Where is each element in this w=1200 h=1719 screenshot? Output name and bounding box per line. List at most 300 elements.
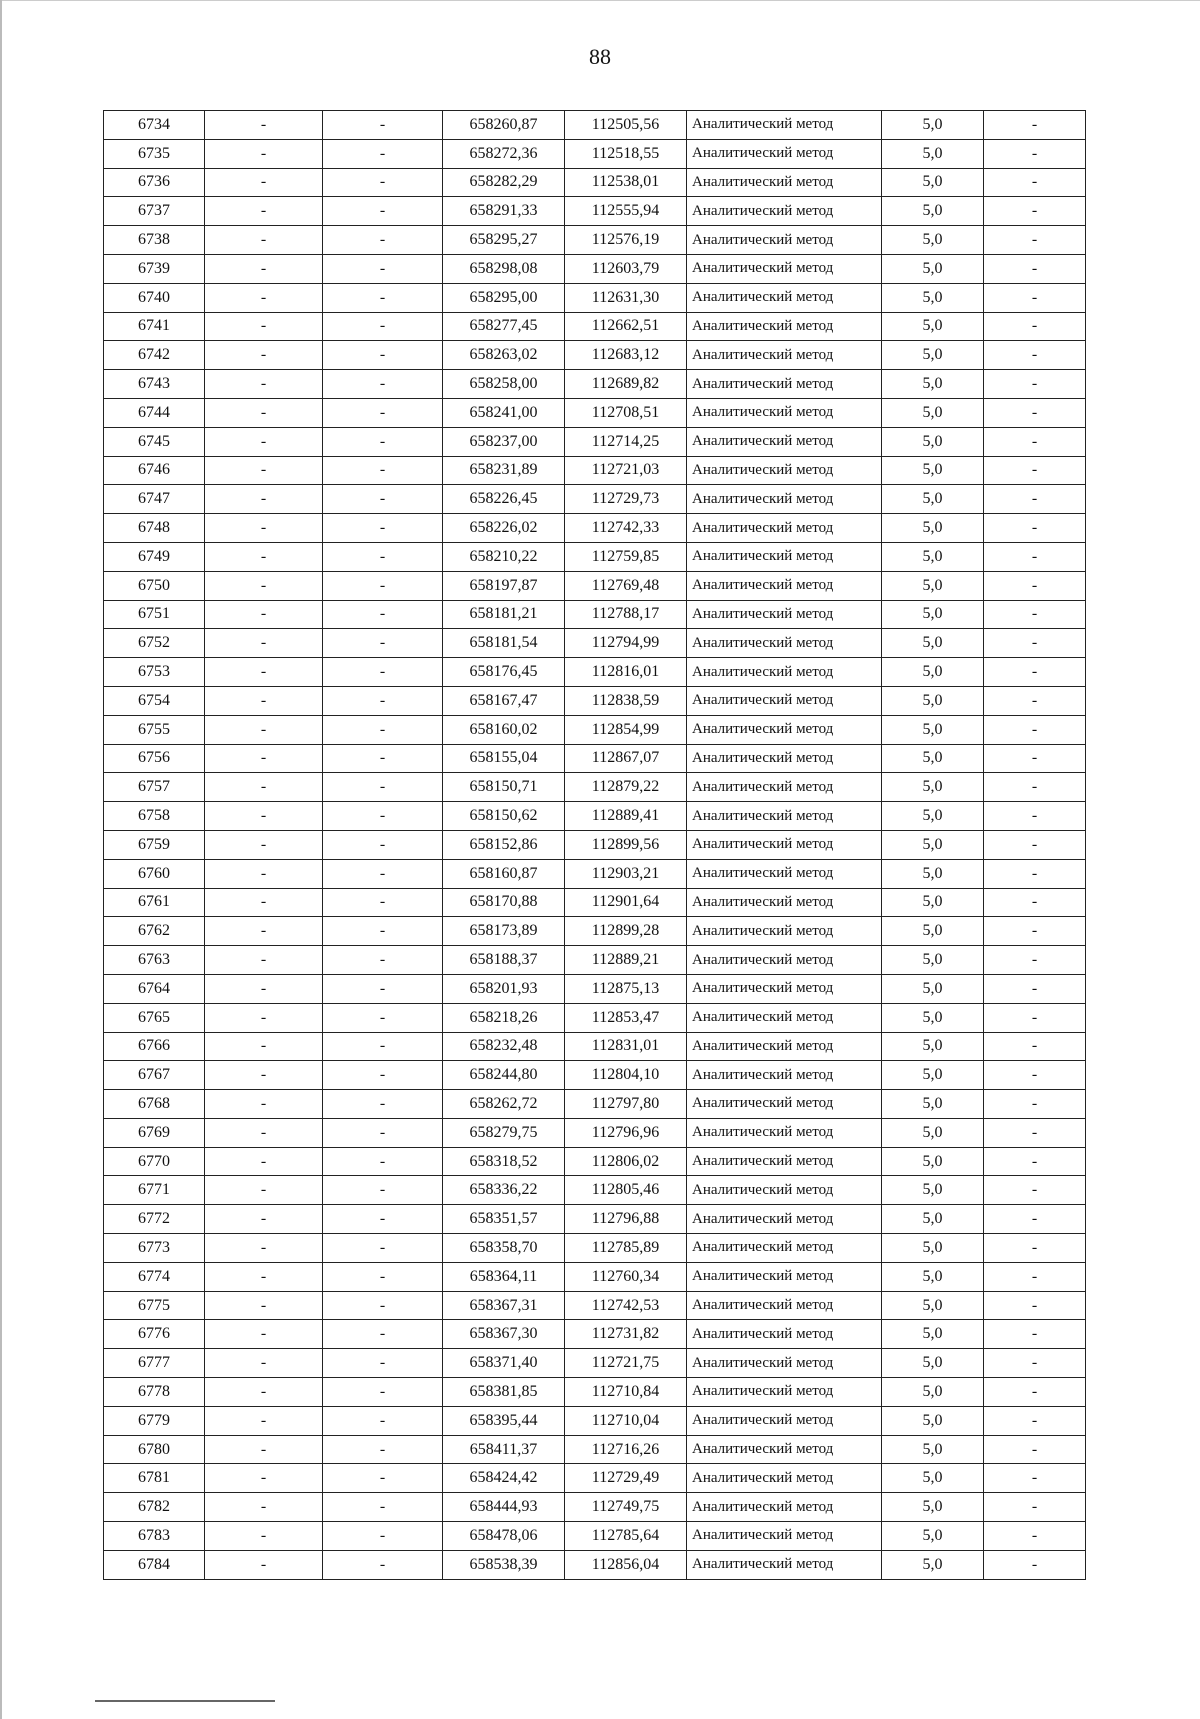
table-row bbox=[104, 629, 1086, 658]
accuracy-cell: 5,0 bbox=[882, 370, 984, 399]
dash-cell: - bbox=[984, 226, 1086, 255]
dash-cell: - bbox=[984, 1378, 1086, 1407]
accuracy-cell: 5,0 bbox=[882, 1032, 984, 1061]
table-row bbox=[104, 686, 1086, 715]
table-row bbox=[104, 1320, 1086, 1349]
dash-cell: - bbox=[205, 830, 323, 859]
dash-cell: - bbox=[205, 946, 323, 975]
point-number-cell: 6745 bbox=[104, 427, 205, 456]
dash-cell: - bbox=[984, 1435, 1086, 1464]
point-number-cell: 6748 bbox=[104, 514, 205, 543]
dash-cell: - bbox=[205, 1090, 323, 1119]
x-coordinate-cell: 658231,89 bbox=[443, 456, 565, 485]
accuracy-cell: 5,0 bbox=[882, 1234, 984, 1263]
dash-cell: - bbox=[205, 1464, 323, 1493]
point-number-cell: 6771 bbox=[104, 1176, 205, 1205]
table-row bbox=[104, 888, 1086, 917]
dash-cell: - bbox=[984, 1522, 1086, 1551]
point-number-cell: 6773 bbox=[104, 1234, 205, 1263]
y-coordinate-cell: 112796,96 bbox=[565, 1118, 687, 1147]
dash-cell: - bbox=[984, 744, 1086, 773]
method-cell: Аналитический метод bbox=[687, 917, 882, 946]
accuracy-cell: 5,0 bbox=[882, 859, 984, 888]
method-cell: Аналитический метод bbox=[687, 111, 882, 140]
dash-cell: - bbox=[205, 312, 323, 341]
table-row bbox=[104, 1464, 1086, 1493]
dash-cell: - bbox=[984, 658, 1086, 687]
accuracy-cell: 5,0 bbox=[882, 802, 984, 831]
point-number-cell: 6764 bbox=[104, 974, 205, 1003]
dash-cell: - bbox=[323, 542, 443, 571]
y-coordinate-cell: 112721,75 bbox=[565, 1349, 687, 1378]
accuracy-cell: 5,0 bbox=[882, 830, 984, 859]
y-coordinate-cell: 112889,21 bbox=[565, 946, 687, 975]
dash-cell: - bbox=[205, 1147, 323, 1176]
y-coordinate-cell: 112797,80 bbox=[565, 1090, 687, 1119]
dash-cell: - bbox=[984, 283, 1086, 312]
table-row bbox=[104, 1291, 1086, 1320]
accuracy-cell: 5,0 bbox=[882, 1205, 984, 1234]
dash-cell: - bbox=[984, 456, 1086, 485]
point-number-cell: 6759 bbox=[104, 830, 205, 859]
y-coordinate-cell: 112879,22 bbox=[565, 773, 687, 802]
x-coordinate-cell: 658173,89 bbox=[443, 917, 565, 946]
table-row bbox=[104, 312, 1086, 341]
dash-cell: - bbox=[984, 1118, 1086, 1147]
y-coordinate-cell: 112785,89 bbox=[565, 1234, 687, 1263]
dash-cell: - bbox=[323, 1205, 443, 1234]
accuracy-cell: 5,0 bbox=[882, 629, 984, 658]
dash-cell: - bbox=[984, 1003, 1086, 1032]
accuracy-cell: 5,0 bbox=[882, 197, 984, 226]
x-coordinate-cell: 658181,21 bbox=[443, 600, 565, 629]
point-number-cell: 6781 bbox=[104, 1464, 205, 1493]
method-cell: Аналитический метод bbox=[687, 341, 882, 370]
dash-cell: - bbox=[323, 715, 443, 744]
x-coordinate-cell: 658358,70 bbox=[443, 1234, 565, 1263]
table-row bbox=[104, 226, 1086, 255]
x-coordinate-cell: 658181,54 bbox=[443, 629, 565, 658]
table-row bbox=[104, 514, 1086, 543]
dash-cell: - bbox=[323, 1464, 443, 1493]
table-row bbox=[104, 111, 1086, 140]
dash-cell: - bbox=[323, 485, 443, 514]
accuracy-cell: 5,0 bbox=[882, 974, 984, 1003]
y-coordinate-cell: 112903,21 bbox=[565, 859, 687, 888]
accuracy-cell: 5,0 bbox=[882, 1349, 984, 1378]
dash-cell: - bbox=[323, 571, 443, 600]
point-number-cell: 6742 bbox=[104, 341, 205, 370]
point-number-cell: 6782 bbox=[104, 1493, 205, 1522]
table-row bbox=[104, 1522, 1086, 1551]
dash-cell: - bbox=[323, 888, 443, 917]
dash-cell: - bbox=[323, 1435, 443, 1464]
dash-cell: - bbox=[205, 773, 323, 802]
method-cell: Аналитический метод bbox=[687, 715, 882, 744]
x-coordinate-cell: 658295,00 bbox=[443, 283, 565, 312]
accuracy-cell: 5,0 bbox=[882, 398, 984, 427]
x-coordinate-cell: 658263,02 bbox=[443, 341, 565, 370]
dash-cell: - bbox=[205, 542, 323, 571]
method-cell: Аналитический метод bbox=[687, 1234, 882, 1263]
dash-cell: - bbox=[323, 1493, 443, 1522]
x-coordinate-cell: 658237,00 bbox=[443, 427, 565, 456]
dash-cell: - bbox=[205, 168, 323, 197]
table-row bbox=[104, 168, 1086, 197]
accuracy-cell: 5,0 bbox=[882, 686, 984, 715]
x-coordinate-cell: 658318,52 bbox=[443, 1147, 565, 1176]
x-coordinate-cell: 658538,39 bbox=[443, 1550, 565, 1579]
dash-cell: - bbox=[205, 197, 323, 226]
accuracy-cell: 5,0 bbox=[882, 168, 984, 197]
method-cell: Аналитический метод bbox=[687, 1176, 882, 1205]
dash-cell: - bbox=[984, 1205, 1086, 1234]
dash-cell: - bbox=[205, 1032, 323, 1061]
dash-cell: - bbox=[984, 917, 1086, 946]
dash-cell: - bbox=[984, 197, 1086, 226]
accuracy-cell: 5,0 bbox=[882, 427, 984, 456]
x-coordinate-cell: 658364,11 bbox=[443, 1262, 565, 1291]
method-cell: Аналитический метод bbox=[687, 859, 882, 888]
table-row bbox=[104, 370, 1086, 399]
point-number-cell: 6747 bbox=[104, 485, 205, 514]
accuracy-cell: 5,0 bbox=[882, 283, 984, 312]
method-cell: Аналитический метод bbox=[687, 773, 882, 802]
dash-cell: - bbox=[323, 1032, 443, 1061]
dash-cell: - bbox=[323, 830, 443, 859]
dash-cell: - bbox=[323, 370, 443, 399]
dash-cell: - bbox=[323, 1234, 443, 1263]
y-coordinate-cell: 112853,47 bbox=[565, 1003, 687, 1032]
dash-cell: - bbox=[205, 341, 323, 370]
y-coordinate-cell: 112729,49 bbox=[565, 1464, 687, 1493]
point-number-cell: 6784 bbox=[104, 1550, 205, 1579]
dash-cell: - bbox=[323, 427, 443, 456]
dash-cell: - bbox=[323, 1522, 443, 1551]
table-row bbox=[104, 485, 1086, 514]
dash-cell: - bbox=[984, 888, 1086, 917]
dash-cell: - bbox=[984, 1090, 1086, 1119]
dash-cell: - bbox=[984, 542, 1086, 571]
x-coordinate-cell: 658226,02 bbox=[443, 514, 565, 543]
point-number-cell: 6768 bbox=[104, 1090, 205, 1119]
x-coordinate-cell: 658272,36 bbox=[443, 139, 565, 168]
point-number-cell: 6753 bbox=[104, 658, 205, 687]
dash-cell: - bbox=[205, 1061, 323, 1090]
accuracy-cell: 5,0 bbox=[882, 600, 984, 629]
dash-cell: - bbox=[984, 1406, 1086, 1435]
dash-cell: - bbox=[323, 312, 443, 341]
point-number-cell: 6738 bbox=[104, 226, 205, 255]
x-coordinate-cell: 658226,45 bbox=[443, 485, 565, 514]
method-cell: Аналитический метод bbox=[687, 744, 882, 773]
method-cell: Аналитический метод bbox=[687, 686, 882, 715]
dash-cell: - bbox=[205, 1493, 323, 1522]
dash-cell: - bbox=[323, 1262, 443, 1291]
point-number-cell: 6775 bbox=[104, 1291, 205, 1320]
dash-cell: - bbox=[984, 1176, 1086, 1205]
dash-cell: - bbox=[984, 629, 1086, 658]
accuracy-cell: 5,0 bbox=[882, 139, 984, 168]
y-coordinate-cell: 112875,13 bbox=[565, 974, 687, 1003]
dash-cell: - bbox=[323, 283, 443, 312]
y-coordinate-cell: 112749,75 bbox=[565, 1493, 687, 1522]
x-coordinate-cell: 658232,48 bbox=[443, 1032, 565, 1061]
dash-cell: - bbox=[323, 1090, 443, 1119]
point-number-cell: 6741 bbox=[104, 312, 205, 341]
dash-cell: - bbox=[984, 1493, 1086, 1522]
dash-cell: - bbox=[323, 946, 443, 975]
table-row bbox=[104, 197, 1086, 226]
y-coordinate-cell: 112889,41 bbox=[565, 802, 687, 831]
dash-cell: - bbox=[984, 802, 1086, 831]
point-number-cell: 6761 bbox=[104, 888, 205, 917]
dash-cell: - bbox=[984, 254, 1086, 283]
x-coordinate-cell: 658260,87 bbox=[443, 111, 565, 140]
y-coordinate-cell: 112788,17 bbox=[565, 600, 687, 629]
dash-cell: - bbox=[984, 686, 1086, 715]
dash-cell: - bbox=[984, 1061, 1086, 1090]
dash-cell: - bbox=[984, 600, 1086, 629]
dash-cell: - bbox=[984, 946, 1086, 975]
method-cell: Аналитический метод bbox=[687, 888, 882, 917]
table-row bbox=[104, 830, 1086, 859]
method-cell: Аналитический метод bbox=[687, 1262, 882, 1291]
method-cell: Аналитический метод bbox=[687, 1147, 882, 1176]
table-row bbox=[104, 139, 1086, 168]
dash-cell: - bbox=[323, 1320, 443, 1349]
point-number-cell: 6756 bbox=[104, 744, 205, 773]
method-cell: Аналитический метод bbox=[687, 830, 882, 859]
method-cell: Аналитический метод bbox=[687, 946, 882, 975]
dash-cell: - bbox=[205, 427, 323, 456]
accuracy-cell: 5,0 bbox=[882, 1291, 984, 1320]
dash-cell: - bbox=[323, 1349, 443, 1378]
point-number-cell: 6735 bbox=[104, 139, 205, 168]
accuracy-cell: 5,0 bbox=[882, 658, 984, 687]
point-number-cell: 6779 bbox=[104, 1406, 205, 1435]
y-coordinate-cell: 112631,30 bbox=[565, 283, 687, 312]
dash-cell: - bbox=[205, 283, 323, 312]
dash-cell: - bbox=[323, 1378, 443, 1407]
dash-cell: - bbox=[984, 1349, 1086, 1378]
accuracy-cell: 5,0 bbox=[882, 773, 984, 802]
method-cell: Аналитический метод bbox=[687, 1464, 882, 1493]
accuracy-cell: 5,0 bbox=[882, 946, 984, 975]
y-coordinate-cell: 112785,64 bbox=[565, 1522, 687, 1551]
method-cell: Аналитический метод bbox=[687, 1522, 882, 1551]
point-number-cell: 6734 bbox=[104, 111, 205, 140]
table-row bbox=[104, 1349, 1086, 1378]
y-coordinate-cell: 112710,04 bbox=[565, 1406, 687, 1435]
table-row bbox=[104, 1090, 1086, 1119]
dash-cell: - bbox=[205, 111, 323, 140]
accuracy-cell: 5,0 bbox=[882, 111, 984, 140]
dash-cell: - bbox=[984, 1464, 1086, 1493]
dash-cell: - bbox=[205, 1349, 323, 1378]
x-coordinate-cell: 658241,00 bbox=[443, 398, 565, 427]
table-row bbox=[104, 1205, 1086, 1234]
method-cell: Аналитический метод bbox=[687, 1291, 882, 1320]
x-coordinate-cell: 658262,72 bbox=[443, 1090, 565, 1119]
x-coordinate-cell: 658444,93 bbox=[443, 1493, 565, 1522]
dash-cell: - bbox=[984, 427, 1086, 456]
accuracy-cell: 5,0 bbox=[882, 1435, 984, 1464]
y-coordinate-cell: 112796,88 bbox=[565, 1205, 687, 1234]
dash-cell: - bbox=[323, 341, 443, 370]
table-row bbox=[104, 1378, 1086, 1407]
dash-cell: - bbox=[984, 398, 1086, 427]
dash-cell: - bbox=[205, 1205, 323, 1234]
accuracy-cell: 5,0 bbox=[882, 571, 984, 600]
y-coordinate-cell: 112805,46 bbox=[565, 1176, 687, 1205]
accuracy-cell: 5,0 bbox=[882, 485, 984, 514]
y-coordinate-cell: 112689,82 bbox=[565, 370, 687, 399]
dash-cell: - bbox=[984, 1320, 1086, 1349]
x-coordinate-cell: 658367,30 bbox=[443, 1320, 565, 1349]
accuracy-cell: 5,0 bbox=[882, 1061, 984, 1090]
point-number-cell: 6754 bbox=[104, 686, 205, 715]
dash-cell: - bbox=[984, 859, 1086, 888]
dash-cell: - bbox=[323, 1118, 443, 1147]
x-coordinate-cell: 658210,22 bbox=[443, 542, 565, 571]
method-cell: Аналитический метод bbox=[687, 1320, 882, 1349]
scan-left-edge bbox=[0, 0, 2, 1719]
method-cell: Аналитический метод bbox=[687, 427, 882, 456]
dash-cell: - bbox=[984, 168, 1086, 197]
method-cell: Аналитический метод bbox=[687, 802, 882, 831]
point-number-cell: 6772 bbox=[104, 1205, 205, 1234]
point-number-cell: 6758 bbox=[104, 802, 205, 831]
point-number-cell: 6755 bbox=[104, 715, 205, 744]
method-cell: Аналитический метод bbox=[687, 974, 882, 1003]
scan-top-edge bbox=[0, 0, 1200, 1]
point-number-cell: 6763 bbox=[104, 946, 205, 975]
method-cell: Аналитический метод bbox=[687, 139, 882, 168]
dash-cell: - bbox=[984, 773, 1086, 802]
point-number-cell: 6757 bbox=[104, 773, 205, 802]
x-coordinate-cell: 658367,31 bbox=[443, 1291, 565, 1320]
x-coordinate-cell: 658336,22 bbox=[443, 1176, 565, 1205]
accuracy-cell: 5,0 bbox=[882, 226, 984, 255]
x-coordinate-cell: 658197,87 bbox=[443, 571, 565, 600]
y-coordinate-cell: 112742,53 bbox=[565, 1291, 687, 1320]
method-cell: Аналитический метод bbox=[687, 1406, 882, 1435]
y-coordinate-cell: 112794,99 bbox=[565, 629, 687, 658]
point-number-cell: 6746 bbox=[104, 456, 205, 485]
coordinates-table bbox=[103, 110, 1086, 1580]
dash-cell: - bbox=[205, 715, 323, 744]
dash-cell: - bbox=[205, 254, 323, 283]
table-row bbox=[104, 1493, 1086, 1522]
dash-cell: - bbox=[323, 456, 443, 485]
dash-cell: - bbox=[205, 226, 323, 255]
y-coordinate-cell: 112721,03 bbox=[565, 456, 687, 485]
dash-cell: - bbox=[323, 168, 443, 197]
accuracy-cell: 5,0 bbox=[882, 744, 984, 773]
dash-cell: - bbox=[205, 600, 323, 629]
dash-cell: - bbox=[205, 398, 323, 427]
accuracy-cell: 5,0 bbox=[882, 542, 984, 571]
dash-cell: - bbox=[205, 370, 323, 399]
method-cell: Аналитический метод bbox=[687, 571, 882, 600]
point-number-cell: 6778 bbox=[104, 1378, 205, 1407]
dash-cell: - bbox=[323, 254, 443, 283]
point-number-cell: 6777 bbox=[104, 1349, 205, 1378]
x-coordinate-cell: 658188,37 bbox=[443, 946, 565, 975]
dash-cell: - bbox=[323, 773, 443, 802]
method-cell: Аналитический метод bbox=[687, 1032, 882, 1061]
y-coordinate-cell: 112708,51 bbox=[565, 398, 687, 427]
dash-cell: - bbox=[323, 600, 443, 629]
table-row bbox=[104, 744, 1086, 773]
table-row bbox=[104, 341, 1086, 370]
point-number-cell: 6760 bbox=[104, 859, 205, 888]
y-coordinate-cell: 112838,59 bbox=[565, 686, 687, 715]
accuracy-cell: 5,0 bbox=[882, 1147, 984, 1176]
method-cell: Аналитический метод bbox=[687, 1349, 882, 1378]
x-coordinate-cell: 658371,40 bbox=[443, 1349, 565, 1378]
dash-cell: - bbox=[984, 312, 1086, 341]
y-coordinate-cell: 112555,94 bbox=[565, 197, 687, 226]
point-number-cell: 6744 bbox=[104, 398, 205, 427]
point-number-cell: 6743 bbox=[104, 370, 205, 399]
table-row bbox=[104, 917, 1086, 946]
table-row bbox=[104, 1406, 1086, 1435]
dash-cell: - bbox=[323, 514, 443, 543]
point-number-cell: 6783 bbox=[104, 1522, 205, 1551]
dash-cell: - bbox=[984, 341, 1086, 370]
dash-cell: - bbox=[205, 686, 323, 715]
x-coordinate-cell: 658277,45 bbox=[443, 312, 565, 341]
y-coordinate-cell: 112816,01 bbox=[565, 658, 687, 687]
table-row bbox=[104, 571, 1086, 600]
point-number-cell: 6770 bbox=[104, 1147, 205, 1176]
method-cell: Аналитический метод bbox=[687, 197, 882, 226]
table-row bbox=[104, 1118, 1086, 1147]
y-coordinate-cell: 112899,28 bbox=[565, 917, 687, 946]
dash-cell: - bbox=[205, 1550, 323, 1579]
method-cell: Аналитический метод bbox=[687, 542, 882, 571]
dash-cell: - bbox=[205, 1234, 323, 1263]
dash-cell: - bbox=[323, 629, 443, 658]
x-coordinate-cell: 658279,75 bbox=[443, 1118, 565, 1147]
method-cell: Аналитический метод bbox=[687, 1378, 882, 1407]
dash-cell: - bbox=[984, 1262, 1086, 1291]
method-cell: Аналитический метод bbox=[687, 456, 882, 485]
table-row bbox=[104, 1003, 1086, 1032]
dash-cell: - bbox=[323, 686, 443, 715]
y-coordinate-cell: 112716,26 bbox=[565, 1435, 687, 1464]
method-cell: Аналитический метод bbox=[687, 1061, 882, 1090]
method-cell: Аналитический метод bbox=[687, 283, 882, 312]
y-coordinate-cell: 112710,84 bbox=[565, 1378, 687, 1407]
table-row bbox=[104, 974, 1086, 1003]
y-coordinate-cell: 112769,48 bbox=[565, 571, 687, 600]
x-coordinate-cell: 658395,44 bbox=[443, 1406, 565, 1435]
accuracy-cell: 5,0 bbox=[882, 1118, 984, 1147]
method-cell: Аналитический метод bbox=[687, 398, 882, 427]
accuracy-cell: 5,0 bbox=[882, 514, 984, 543]
point-number-cell: 6780 bbox=[104, 1435, 205, 1464]
y-coordinate-cell: 112759,85 bbox=[565, 542, 687, 571]
dash-cell: - bbox=[205, 1378, 323, 1407]
accuracy-cell: 5,0 bbox=[882, 888, 984, 917]
y-coordinate-cell: 112867,07 bbox=[565, 744, 687, 773]
y-coordinate-cell: 112576,19 bbox=[565, 226, 687, 255]
dash-cell: - bbox=[984, 1291, 1086, 1320]
dash-cell: - bbox=[205, 1003, 323, 1032]
